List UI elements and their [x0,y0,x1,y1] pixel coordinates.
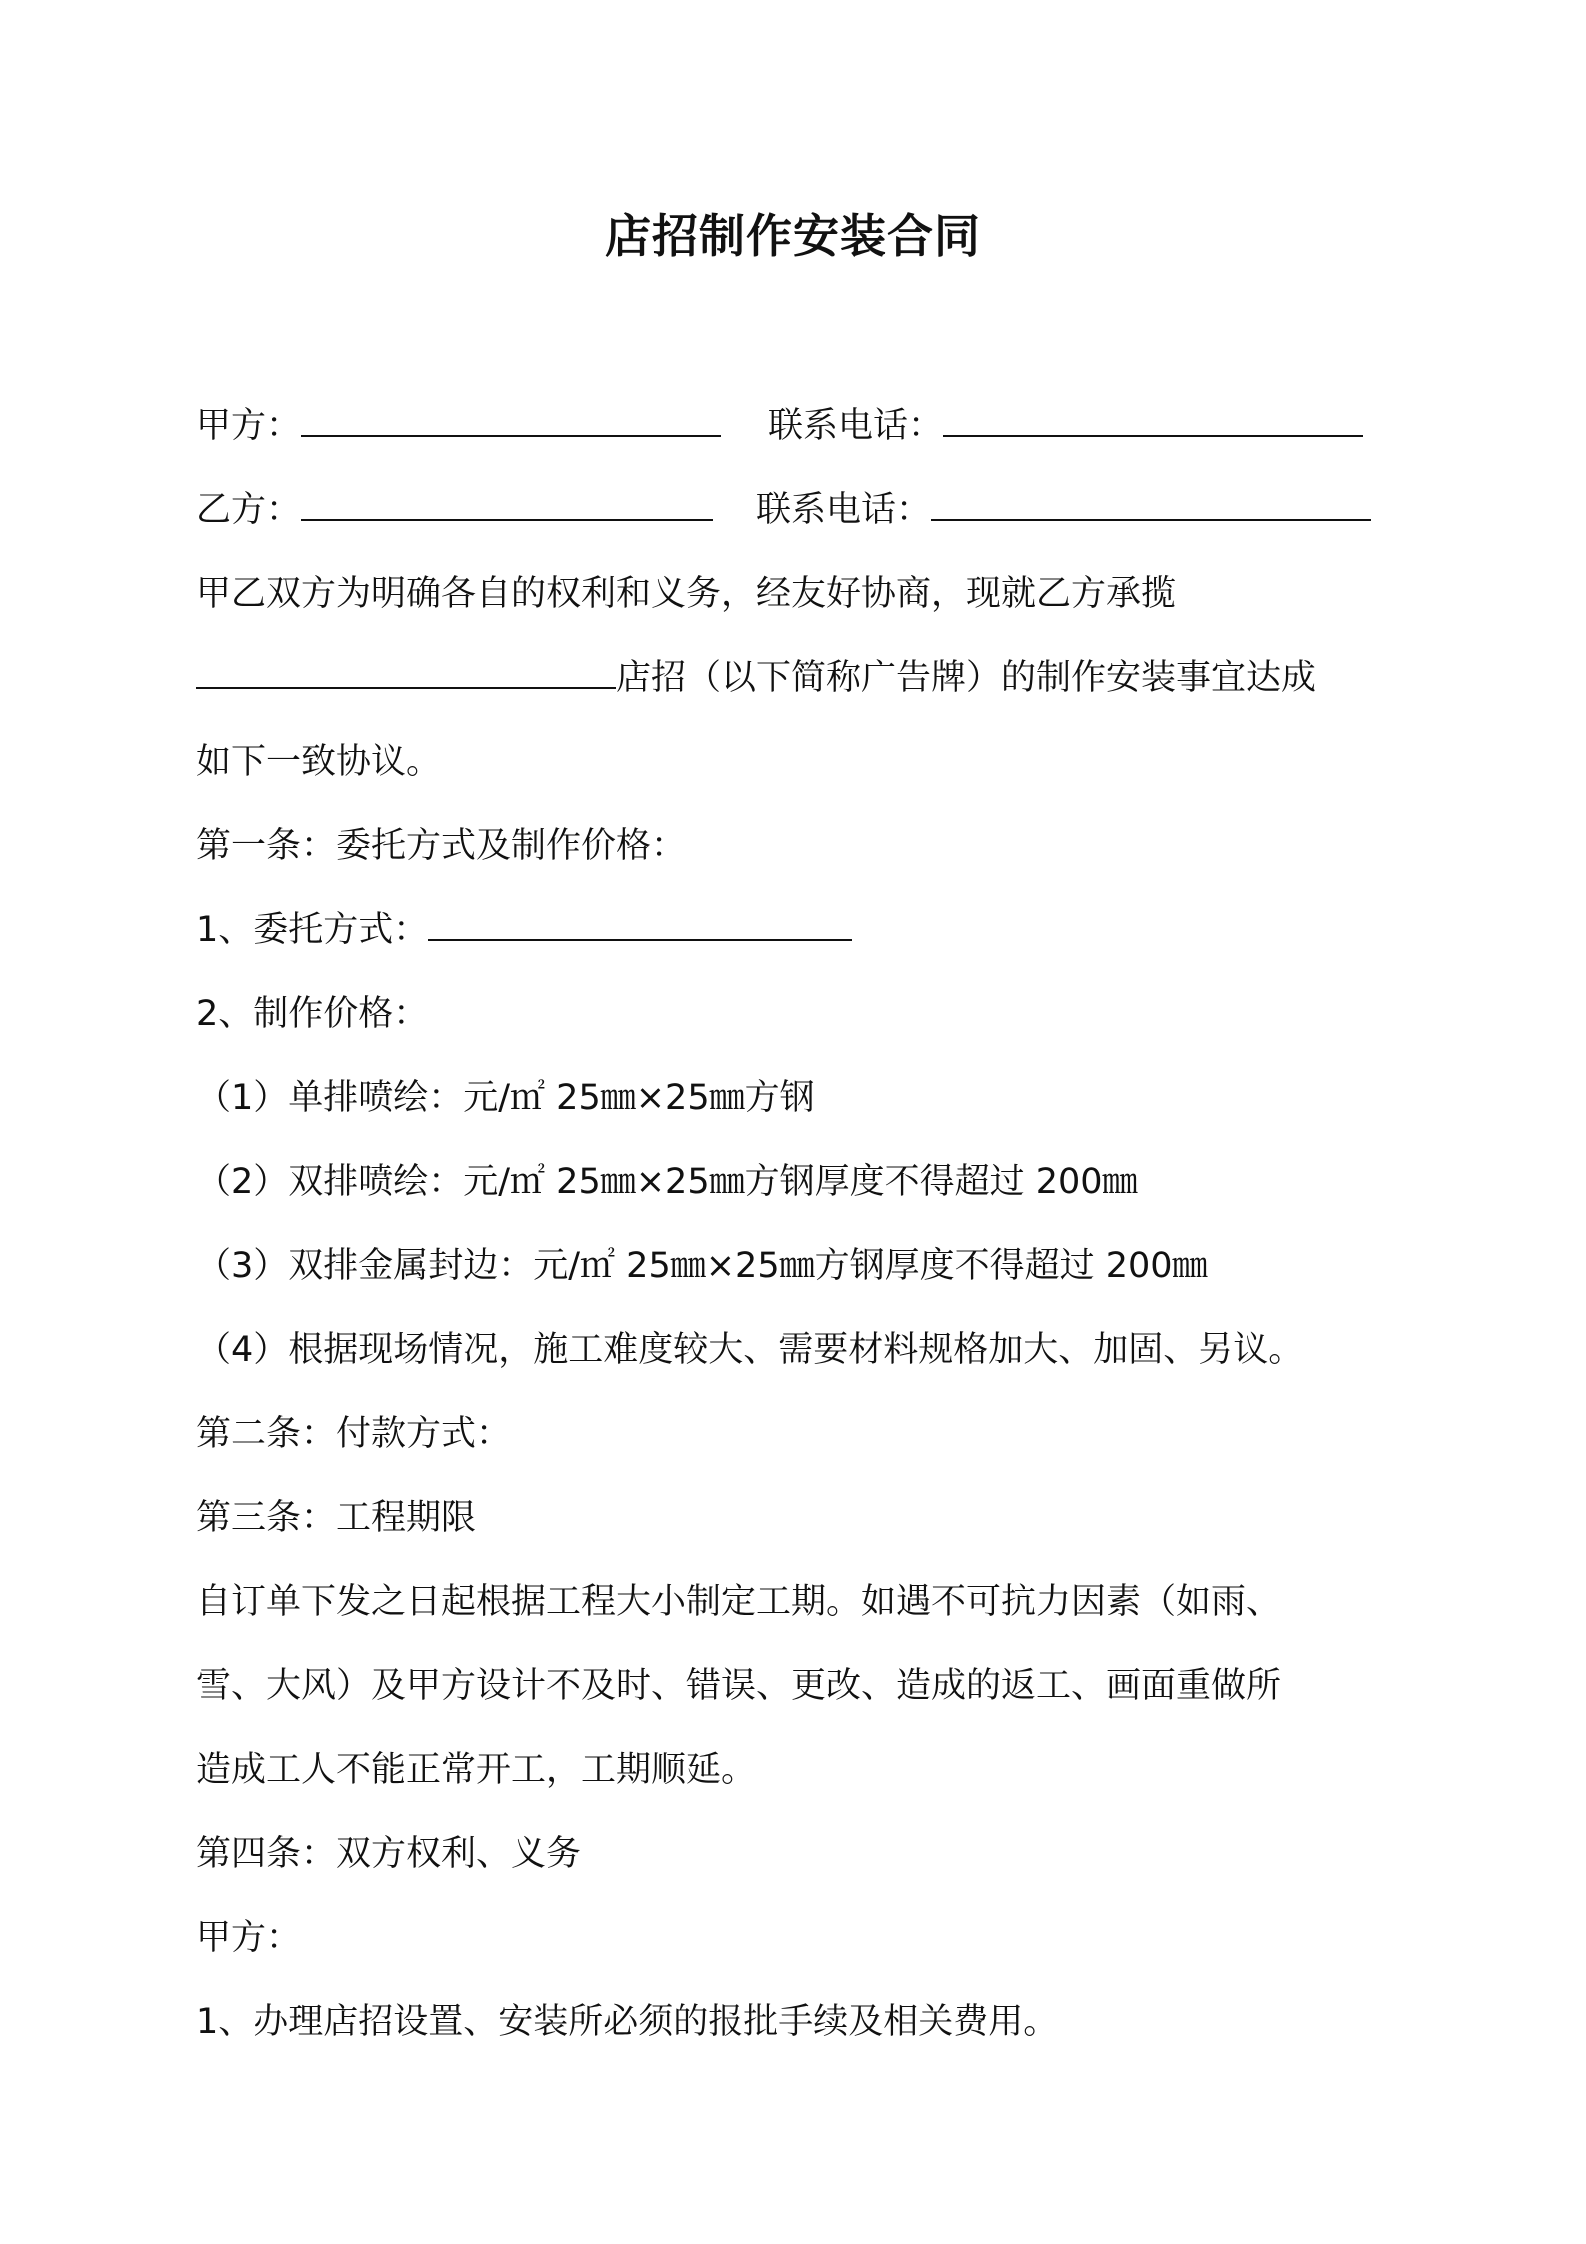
party-b-phone-label: 联系电话： [756,490,932,530]
party-a-phone-line [768,401,1363,451]
party-a-phone-blank[interactable] [943,401,1363,437]
item-1-line [196,905,852,955]
price-item-2: （2）双排喷绘：元/㎡ 25㎜×25㎜方钢厚度不得超过 200㎜ [196,1162,1138,1202]
project-name-blank[interactable] [196,653,616,689]
item-1-label: 1、委托方式： [196,910,429,950]
term-line-3: 造成工人不能正常开工，工期顺延。 [196,1750,757,1790]
party-b-phone-blank[interactable] [931,485,1371,521]
commission-method-blank[interactable] [428,905,852,941]
term-line-2: 雪、大风）及甲方设计不及时、错误、更改、造成的返工、画面重做所 [196,1666,1282,1706]
price-item-4: （4）根据现场情况，施工难度较大、需要材料规格加大、加固、另议。 [196,1330,1304,1370]
price-item-1: （1）单排喷绘：元/㎡ 25㎜×25㎜方钢 [196,1078,815,1118]
intro-line-1: 甲乙双方为明确各自的权利和义务，经友好协商，现就乙方承揽 [196,574,1177,614]
party-a-name-blank[interactable] [301,401,721,437]
party-a-phone-label: 联系电话： [768,406,944,446]
intro-line-3: 如下一致协议。 [196,742,442,782]
party-a-duty-1: 1、办理店招设置、安装所必须的报批手续及相关费用。 [196,2002,1059,2042]
party-a-label: 甲方： [196,406,302,446]
party-b-phone-line [756,485,1371,535]
term-line-1: 自订单下发之日起根据工程大小制定工期。如遇不可抗力因素（如雨、 [196,1582,1282,1622]
party-b-line [196,485,713,535]
party-a-line [196,401,721,451]
party-b-label: 乙方： [196,490,302,530]
article-2-heading: 第二条：付款方式： [196,1414,512,1454]
page-title: 店招制作安装合同 [605,209,981,263]
party-a-section-heading: 甲方： [196,1918,302,1958]
intro-line-2 [196,653,1316,703]
article-1-heading: 第一条：委托方式及制作价格： [196,826,687,866]
item-2-heading: 2、制作价格： [196,994,429,1034]
article-3-heading: 第三条：工程期限 [196,1498,477,1538]
intro-line-2-text: 店招（以下简称广告牌）的制作安装事宜达成 [616,658,1317,698]
party-b-name-blank[interactable] [301,485,713,521]
price-item-3: （3）双排金属封边：元/㎡ 25㎜×25㎜方钢厚度不得超过 200㎜ [196,1246,1208,1286]
article-4-heading: 第四条：双方权利、义务 [196,1834,582,1874]
